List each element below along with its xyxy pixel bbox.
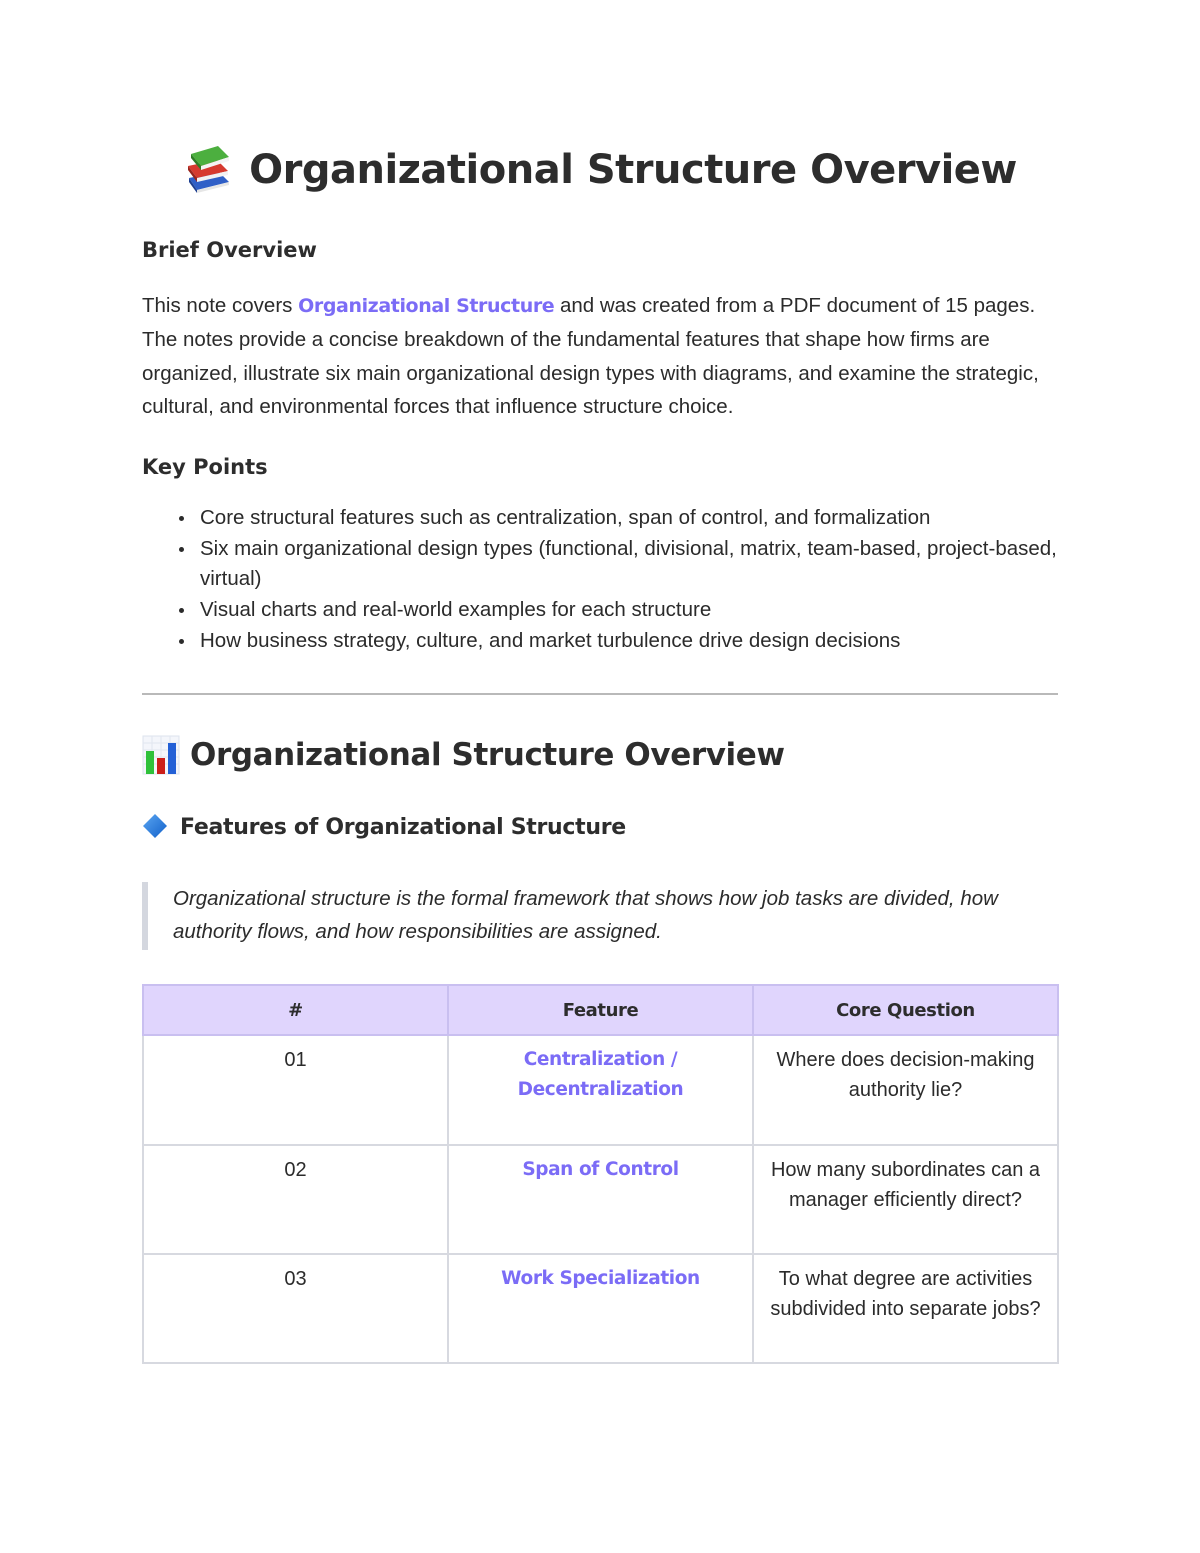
section-title-text: Organizational Structure Overview [190, 737, 785, 773]
cell-feature-link[interactable]: Work Specialization [448, 1254, 753, 1363]
cell-number: 02 [143, 1145, 448, 1254]
table-header-row [143, 985, 1058, 1035]
bar-chart-icon [142, 735, 180, 775]
column-header-core-question: Core Question [753, 985, 1058, 1035]
cell-number: 03 [143, 1254, 448, 1363]
cell-number: 01 [143, 1035, 448, 1145]
section-title [142, 727, 785, 783]
cell-feature-link[interactable]: Span of Control [448, 1145, 753, 1254]
cell-question: How many subordinates can a manager efficiently direct? [753, 1145, 1058, 1254]
key-points-list [142, 503, 1060, 657]
cell-question: To what degree are activities subdivided into separate jobs? [753, 1254, 1058, 1363]
cell-feature-link[interactable]: Centralization / Decentralization [448, 1035, 753, 1145]
column-header-feature: Feature [448, 985, 753, 1035]
brief-overview-heading: Brief Overview [142, 238, 317, 262]
section-divider [142, 693, 1058, 695]
definition-quote [142, 882, 1058, 950]
brief-overview-paragraph [142, 289, 1062, 423]
features-table [142, 984, 1059, 1364]
subsection-title-text: Features of Organizational Structure [180, 815, 626, 840]
paragraph-text: and was created from a PDF document of 15 pages. The notes provide a concise breakdown of the fundamental features that shape how firms are organized, illustrate six main organizational design types with diagrams, and examine the strategic, cultural, and environmental forces that influence structure choice. [142, 294, 1039, 418]
books-icon [183, 142, 235, 194]
list-item: Six main organizational design types (functional, divisional, matrix, team-based, project-based, virtual) [200, 534, 1060, 593]
cell-question: Where does decision-making authority lie? [753, 1035, 1058, 1145]
list-item: Visual charts and real-world examples for each structure [200, 595, 1060, 625]
list-item: Core structural features such as centralization, span of control, and formalization [200, 503, 1060, 533]
page-title [142, 140, 1058, 200]
topic-link[interactable]: Organizational Structure [298, 295, 555, 317]
paragraph-text: This note covers [142, 294, 299, 317]
table-row [143, 1035, 1058, 1145]
page-title-text: Organizational Structure Overview [249, 147, 1017, 193]
table-row [143, 1254, 1058, 1363]
blue-diamond-icon [142, 813, 168, 839]
table-row [143, 1145, 1058, 1254]
key-points-heading: Key Points [142, 455, 268, 479]
column-header-number: # [143, 985, 448, 1035]
subsection-title [142, 810, 626, 846]
quote-text: Organizational structure is the formal framework that shows how job tasks are divided, how authority flows, and how responsibilities are assigned. [173, 887, 998, 943]
list-item: How business strategy, culture, and market turbulence drive design decisions [200, 626, 1060, 656]
